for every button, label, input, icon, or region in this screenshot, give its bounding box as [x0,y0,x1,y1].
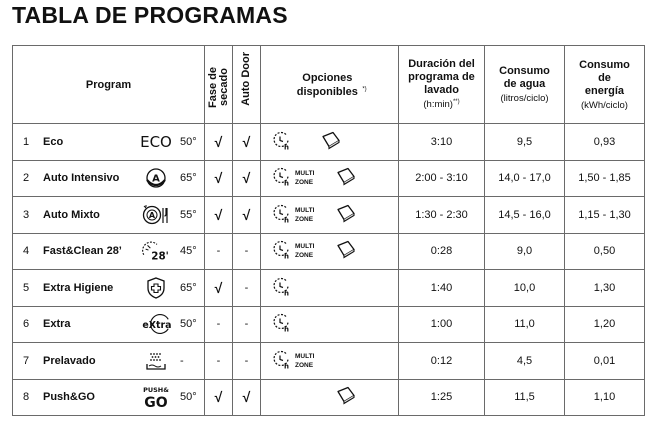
delay-start-icon [271,203,291,226]
header-auto-door: Auto Door [233,46,261,124]
svg-text:h: h [284,252,289,260]
delay-start-icon [271,276,291,299]
agua-cell: 11,5 [485,379,565,416]
program-cell: 1 Eco ECO 50° [13,124,205,161]
door-cell: - [233,270,261,307]
table-row [13,124,645,161]
duracion-cell: 1:40 [399,270,485,307]
energia-cell: 0,50 [565,233,645,270]
program-cell: 2 Auto Intensivo A 65° [13,160,205,197]
delay-start-icon [271,313,291,336]
opciones-cell [261,379,399,416]
fast-clean-icon [140,238,172,264]
svg-text:A: A [148,210,156,220]
program-cell: 7 Prelavado - [13,343,205,380]
energia-cell: 0,93 [565,124,645,161]
energia-cell: 0,01 [565,343,645,380]
energia-cell: 1,10 [565,379,645,416]
opciones-cell [261,343,399,380]
duracion-cell: 3:10 [399,124,485,161]
agua-cell: 10,0 [485,270,565,307]
tablet-icon [334,240,356,263]
table-row [13,343,645,380]
opciones-cell [261,233,399,270]
program-cell: 4 Fast&Clean 28’ 28' 45° [13,233,205,270]
program-cell: 5 Extra Higiene 65° [13,270,205,307]
page-title: TABLA DE PROGRAMAS [12,2,288,28]
door-cell: - [233,233,261,270]
agua-cell: 11,0 [485,306,565,343]
agua-cell: 4,5 [485,343,565,380]
multizone-label: MULTI ZONE [295,352,315,369]
multizone-label: MULTI ZONE [295,206,315,223]
energia-cell: 1,30 [565,270,645,307]
multizone-label: MULTI ZONE [295,170,315,187]
program-cell: 3 Auto Mixto A 55° [13,197,205,234]
tablet-icon [334,167,356,190]
programs-table [12,45,645,416]
secado-cell: √ [205,160,233,197]
energia-cell: 1,50 - 1,85 [565,160,645,197]
header-energia: Consumo de energía (kWh/ciclo) [565,46,645,124]
delay-start-icon [271,130,291,153]
opciones-cell [261,160,399,197]
svg-text:28': 28' [151,250,169,263]
svg-text:h: h [284,216,289,224]
auto-intensive-icon [140,165,172,191]
opciones-cell [261,306,399,343]
secado-cell: - [205,343,233,380]
opciones-cell [261,197,399,234]
header-agua: Consumo de agua (litros/ciclo) [485,46,565,124]
delay-start-icon [271,167,291,190]
auto-mixed-icon [140,202,172,228]
svg-text:h: h [284,289,289,297]
opciones-cell [261,270,399,307]
door-cell: - [233,343,261,380]
secado-cell: √ [205,124,233,161]
delay-start-icon [271,240,291,263]
header-duracion: Duración del programa de lavado (h:min)**) [399,46,485,124]
table-row [13,270,645,307]
opciones-cell [261,124,399,161]
door-cell: √ [233,197,261,234]
header-opciones: Opciones disponibles *) [261,46,399,124]
tablet-icon [334,386,356,409]
program-cell: 6 Extra eXtra 50° [13,306,205,343]
programs-table-wrapper [12,45,644,416]
agua-cell: 9,5 [485,124,565,161]
svg-text:h: h [284,143,289,151]
agua-cell: 9,0 [485,233,565,270]
secado-cell: - [205,306,233,343]
table-row [13,197,645,234]
table-row [13,306,645,343]
hygiene-shield-icon [140,275,172,301]
door-cell: - [233,306,261,343]
duracion-cell: 1:00 [399,306,485,343]
door-cell: √ [233,160,261,197]
duracion-cell: 2:00 - 3:10 [399,160,485,197]
delay-start-icon [271,349,291,372]
header-fase-secado: Fase de secado [205,46,233,124]
energia-cell: 1,20 [565,306,645,343]
svg-text:h: h [284,179,289,187]
tablet-icon [334,203,356,226]
secado-cell: √ [205,270,233,307]
svg-text:GO: GO [144,395,168,411]
energia-cell: 1,15 - 1,30 [565,197,645,234]
push-go-icon [140,384,172,410]
duracion-cell: 0:28 [399,233,485,270]
extra-icon [140,311,172,337]
secado-cell: √ [205,197,233,234]
table-row [13,160,645,197]
door-cell: √ [233,124,261,161]
duracion-cell: 0:12 [399,343,485,380]
prewash-icon [140,348,172,374]
table-row [13,233,645,270]
program-cell: 8 Push&GO PUSH& GO 50° [13,379,205,416]
tablet-icon [319,130,341,153]
table-row [13,379,645,416]
svg-text:PUSH&: PUSH& [143,386,169,395]
secado-cell: √ [205,379,233,416]
svg-text:A: A [152,173,160,185]
header-program: Program [13,46,205,124]
agua-cell: 14,5 - 16,0 [485,197,565,234]
door-cell: √ [233,379,261,416]
svg-text:eXtra: eXtra [142,320,172,332]
eco-icon: ECO [140,132,172,151]
secado-cell: - [205,233,233,270]
duracion-cell: 1:30 - 2:30 [399,197,485,234]
multizone-label: MULTI ZONE [295,243,315,260]
svg-text:h: h [284,362,289,370]
header-row [13,46,645,124]
agua-cell: 14,0 - 17,0 [485,160,565,197]
duracion-cell: 1:25 [399,379,485,416]
svg-text:h: h [284,325,289,333]
